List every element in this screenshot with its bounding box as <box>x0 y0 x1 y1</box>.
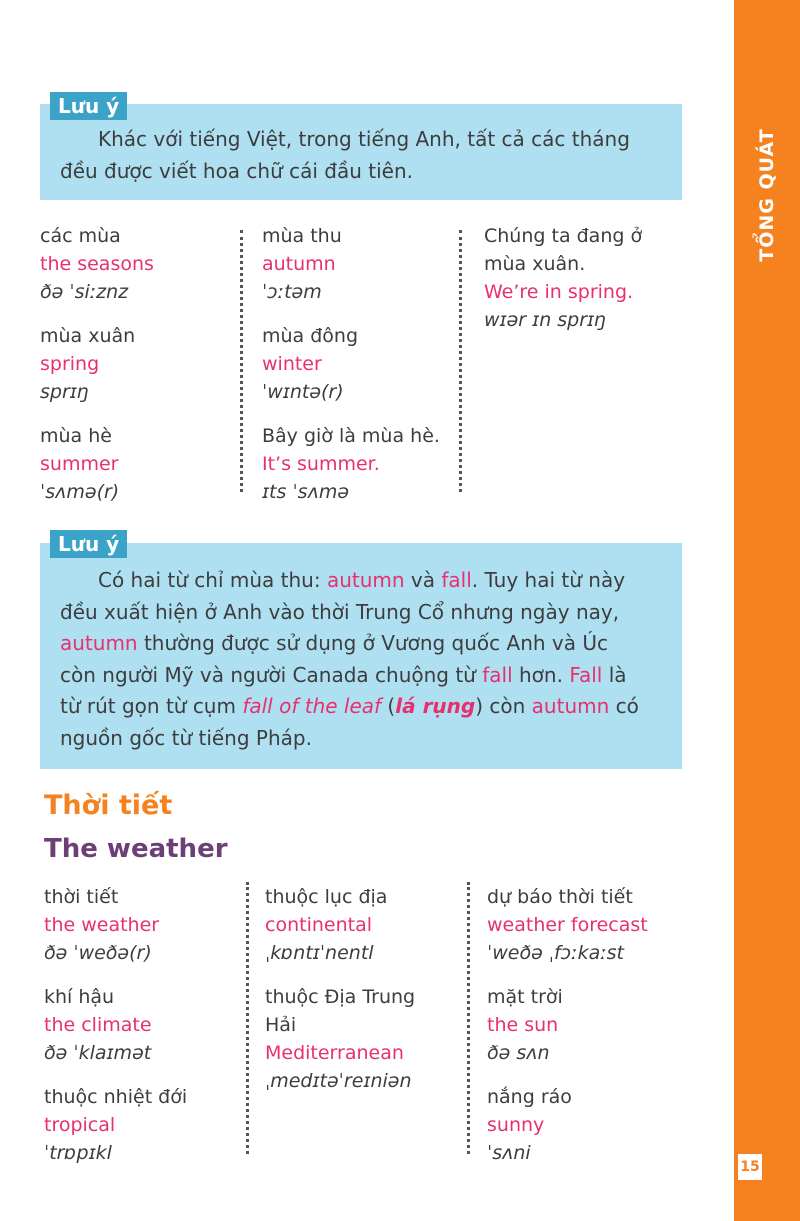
page-number: 15 <box>738 1154 762 1180</box>
weather-col-1 <box>44 883 240 1183</box>
seasons-col-3 <box>484 222 684 350</box>
seasons-col-2 <box>262 222 462 522</box>
note-line: còn người Mỹ và người Canada chuộng từ fall hơn. Fall là <box>60 662 627 687</box>
vocab-entry: mùa hè summer ˈsʌmə(r) <box>40 425 120 503</box>
vocab-entry: khí hậu the climate ðə ˈklaɪmət <box>44 986 152 1064</box>
vocab-entry: thuộc lục địa continental ˌkɒntɪˈnentl <box>265 886 388 964</box>
chapter-label: TỔNG QUÁT <box>756 128 778 262</box>
vocab-entry: thuộc Địa Trung Hải Mediterranean ˌmedɪtəˈreɪniən <box>265 986 416 1092</box>
vocab-entry: mùa thu autumn ˈɔːtəm <box>262 225 342 303</box>
vocab-entry: dự báo thời tiết weather forecast ˈweðə ˌfɔːkaːst <box>487 886 648 964</box>
vocab-entry: Chúng ta đang ở mùa xuân. We’re in spring. wɪər ɪn sprɪŋ <box>484 225 643 331</box>
vocab-entry: mặt trời the sun ðə sʌn <box>487 986 563 1064</box>
vocab-entry: mùa đông winter ˈwɪntə(r) <box>262 325 359 403</box>
note-line: từ rút gọn từ cụm fall of the leaf (lá rụng) còn autumn có <box>60 694 639 718</box>
column-divider <box>467 882 470 1154</box>
seasons-col-1 <box>40 222 230 522</box>
note-box-autumn <box>40 543 682 769</box>
column-divider <box>240 230 243 492</box>
note-line: Có hai từ chỉ mùa thu: autumn và fall. Tuy hai từ này <box>98 568 626 592</box>
note-line: Khác với tiếng Việt, trong tiếng Anh, tất cả các tháng <box>98 127 630 151</box>
vocab-entry: Bây giờ là mùa hè. It’s summer. ɪts ˈsʌmə <box>262 425 440 503</box>
note-tag: Lưu ý <box>50 92 127 120</box>
column-divider <box>246 882 249 1154</box>
weather-col-3 <box>487 883 687 1183</box>
note-line: đều xuất hiện ở Anh vào thời Trung Cổ nhưng ngày nay, <box>60 599 620 624</box>
vocab-entry: thuộc nhiệt đới tropical ˈtrɒpɪkl <box>44 1086 188 1164</box>
note-line: autumn thường được sử dụng ở Vương quốc Anh và Úc <box>60 631 608 655</box>
vocab-entry: mùa xuân spring sprɪŋ <box>40 325 136 403</box>
note-line: nguồn gốc từ tiếng Pháp. <box>60 725 312 750</box>
note-tag: Lưu ý <box>50 530 127 558</box>
section-title-vn: Thời tiết <box>44 790 173 821</box>
vocab-entry: các mùa the seasons ðə ˈsiːznz <box>40 225 154 303</box>
vocab-entry: thời tiết the weather ðə ˈweðə(r) <box>44 886 160 964</box>
note-line: đều được viết hoa chữ cái đầu tiên. <box>60 158 414 183</box>
weather-col-2 <box>265 883 465 1111</box>
vocab-entry: nắng ráo sunny ˈsʌni <box>487 1086 572 1164</box>
chapter-sidebar <box>734 0 800 1221</box>
column-divider <box>459 230 462 492</box>
section-title-en: The weather <box>44 834 228 864</box>
note-box-months <box>40 104 682 200</box>
